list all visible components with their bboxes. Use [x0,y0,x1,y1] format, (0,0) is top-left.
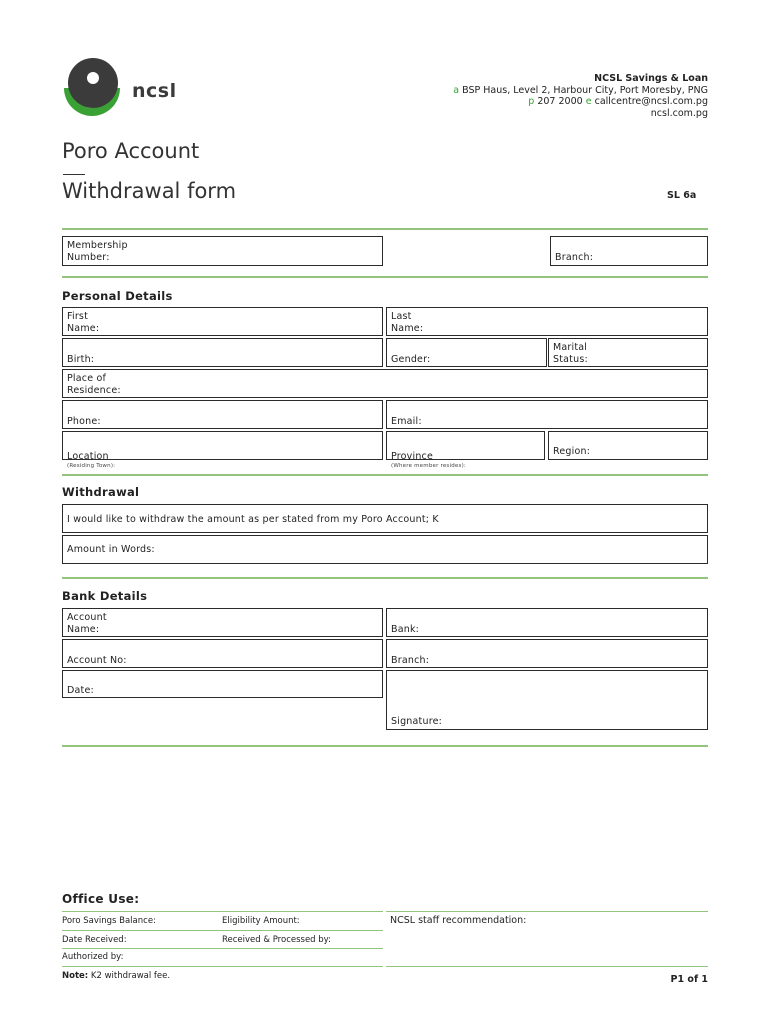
divider-line [62,745,708,747]
last-name-field[interactable]: Last Name: [386,307,708,336]
org-address: a BSP Haus, Level 2, Harbour City, Port Moresby, PNG [453,84,708,96]
withdrawal-amount-field[interactable]: I would like to withdraw the amount as per stated from my Poro Account; K [62,504,708,533]
office-rule [62,930,383,931]
gender-field[interactable]: Gender: [386,338,547,367]
office-rule [62,966,383,967]
personal-details-heading: Personal Details [62,289,173,303]
page-number: P1 of 1 [670,974,708,985]
membership-branch-field[interactable] [550,236,708,266]
office-rule [386,966,708,967]
location-field[interactable]: Location (Residing Town): [62,431,383,460]
residence-field[interactable]: Place of Residence: [62,369,708,398]
first-name-field[interactable]: First Name: [62,307,383,336]
account-no-field[interactable]: Account No: [62,639,383,668]
divider-line [62,228,708,230]
savings-balance-label: Poro Savings Balance: [62,916,156,926]
account-name-field[interactable]: Account Name: [62,608,383,637]
signature-field[interactable]: Signature: [386,670,708,730]
note: Note: K2 withdrawal fee. [62,971,171,981]
amount-in-words-field[interactable]: Amount in Words: [62,535,708,564]
marital-status-field[interactable]: Marital Status: [548,338,708,367]
org-name: NCSL Savings & Loan [594,73,708,84]
received-processed-label: Received & Processed by: [222,935,331,945]
form-title-line1: Poro Account [62,139,200,163]
region-field[interactable]: Region: [548,431,708,460]
ncsl-logo [60,56,180,120]
bank-branch-field[interactable]: Branch: [386,639,708,668]
date-received-label: Date Received: [62,935,127,945]
bank-details-heading: Bank Details [62,589,148,603]
office-rule [62,948,383,949]
email-field[interactable]: Email: [386,400,708,429]
eligibility-label: Eligibility Amount: [222,916,300,926]
divider-line [62,276,708,278]
logo-text: ncsl [132,80,177,102]
org-contact-block [453,73,708,119]
org-phone-email: p 207 2000 e callcentre@ncsl.com.pg [528,96,708,107]
form-code: SL 6a [667,190,697,201]
form-title-line2: Withdrawal form [62,179,237,203]
membership-number-label: Membership Number: [67,240,128,263]
date-field[interactable]: Date: [62,670,383,698]
office-use-heading: Office Use: [62,892,140,906]
divider-line [62,577,708,579]
org-website: ncsl.com.pg [650,107,708,119]
province-field[interactable]: Province (Where member resides): [386,431,545,460]
bank-field[interactable]: Bank: [386,608,708,637]
divider-line [62,474,708,476]
membership-branch-label: Branch: [555,252,594,263]
birth-field[interactable]: Birth: [62,338,383,367]
phone-field[interactable]: Phone: [62,400,383,429]
office-rule [62,911,383,912]
staff-recommendation-label: NCSL staff recommendation: [390,915,527,926]
logo-mark-icon [60,56,124,120]
membership-number-field[interactable] [62,236,383,266]
office-rule [386,911,708,912]
withdrawal-heading: Withdrawal [62,485,140,499]
authorized-label: Authorized by: [62,952,124,962]
title-divider [63,174,85,175]
